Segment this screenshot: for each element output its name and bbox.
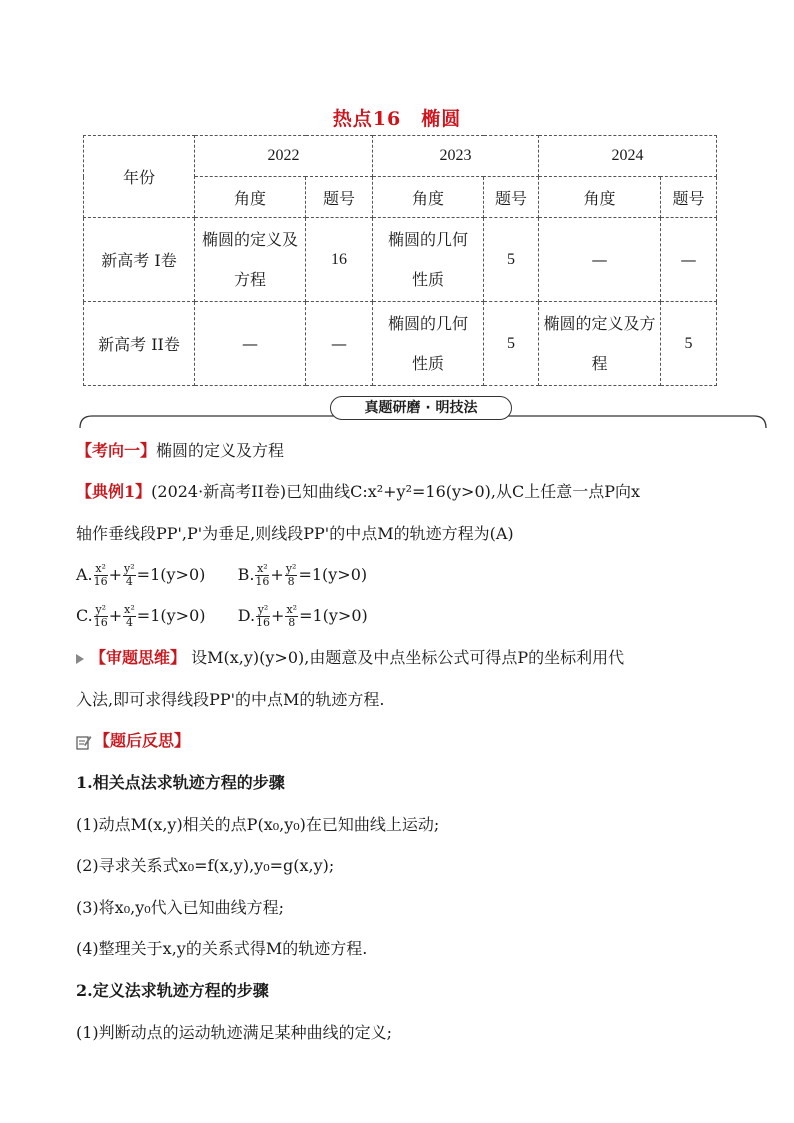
year-header: 年份 — [84, 136, 195, 218]
direction-tag: 【考向一】 — [76, 441, 157, 460]
option-c: C. $\frac{\text{y²}}{16}$ + $\frac{\text{x²}}{4}$ =1(y>0) — [76, 603, 206, 629]
exam-name: 新高考 II卷 — [84, 302, 195, 386]
table-cell: 椭圆的几何性质 — [373, 302, 484, 386]
thinking-text: 设M(x,y)(y>0),由题意及中点坐标公式可得点P的坐标利用代 — [191, 648, 625, 667]
step-item: (3)将x₀,y₀代入已知曲线方程; — [76, 898, 285, 917]
step-item: (1)动点M(x,y)相关的点P(x₀,y₀)在已知曲线上运动; — [76, 815, 440, 834]
option-d: D. $\frac{\text{y²}}{16}$ + $\frac{\text{x²}}{8}$ =1(y>0) — [237, 603, 368, 629]
reflect-line — [76, 731, 190, 751]
example-text: 已知曲线C:x²+y²=16(y>0),从C上任意一点P向x — [286, 482, 641, 501]
table-cell: — — [539, 218, 661, 302]
year-2022: 2022 — [195, 136, 373, 177]
exam-name: 新高考 I卷 — [84, 218, 195, 302]
table-cell: 椭圆的定义及方程 — [195, 218, 306, 302]
thinking-line-1 — [76, 648, 624, 668]
table-cell: 5 — [484, 218, 539, 302]
angle-header: 角度 — [195, 177, 306, 218]
example-line-2: 轴作垂线段PP',P'为垂足,则线段PP'的中点M的轨迹方程为(A) — [76, 524, 514, 543]
reflect-tag: 【题后反思】 — [94, 731, 191, 750]
year-2024: 2024 — [539, 136, 717, 177]
step-item: (2)寻求关系式x₀=f(x,y),y₀=g(x,y); — [76, 856, 335, 875]
step-heading-1: 1.相关点法求轨迹方程的步骤 — [76, 773, 285, 792]
table-cell: 椭圆的定义及方程 — [539, 302, 661, 386]
example-line-1 — [76, 482, 640, 502]
example-source: (2024·新高考II卷) — [151, 482, 287, 501]
triangle-icon — [76, 654, 84, 664]
direction-text: 椭圆的定义及方程 — [156, 441, 285, 460]
page-title: 热点16 椭圆 — [332, 108, 462, 130]
qnum-header: 题号 — [661, 177, 717, 218]
table-row — [84, 302, 717, 386]
table-cell: — — [661, 218, 717, 302]
option-a: A. $\frac{\text{x²}}{16}$ + $\frac{\text{y²}}{4}$ =1(y>0) — [76, 562, 206, 588]
step-item: (4)整理关于x,y的关系式得M的轨迹方程. — [76, 939, 368, 958]
section-banner: 真题研磨 · 明技法 — [330, 396, 512, 420]
qnum-header: 题号 — [484, 177, 539, 218]
exam-table — [83, 135, 717, 386]
angle-header: 角度 — [373, 177, 484, 218]
direction-line — [76, 441, 284, 461]
table-row — [84, 218, 717, 302]
options-row-1 — [76, 560, 367, 590]
thinking-line-2: 入法,即可求得线段PP'的中点M的轨迹方程. — [76, 690, 385, 709]
table-cell: — — [195, 302, 306, 386]
year-2023: 2023 — [373, 136, 539, 177]
table-cell: — — [306, 302, 373, 386]
note-pen-icon — [76, 734, 92, 750]
option-b: B. $\frac{\text{x²}}{16}$ + $\frac{\text{y²}}{8}$ =1(y>0) — [237, 562, 368, 588]
table-cell: 椭圆的几何性质 — [373, 218, 484, 302]
table-cell: 5 — [484, 302, 539, 386]
table-cell: 5 — [661, 302, 717, 386]
example-tag: 【典例1】 — [76, 482, 152, 501]
options-row-2 — [76, 601, 368, 631]
qnum-header: 题号 — [306, 177, 373, 218]
angle-header: 角度 — [539, 177, 661, 218]
thinking-tag: 【审题思维】 — [90, 648, 187, 667]
step-heading-2: 2.定义法求轨迹方程的步骤 — [76, 981, 269, 1000]
step-item: (1)判断动点的运动轨迹满足某种曲线的定义; — [76, 1023, 393, 1042]
table-cell: 16 — [306, 218, 373, 302]
